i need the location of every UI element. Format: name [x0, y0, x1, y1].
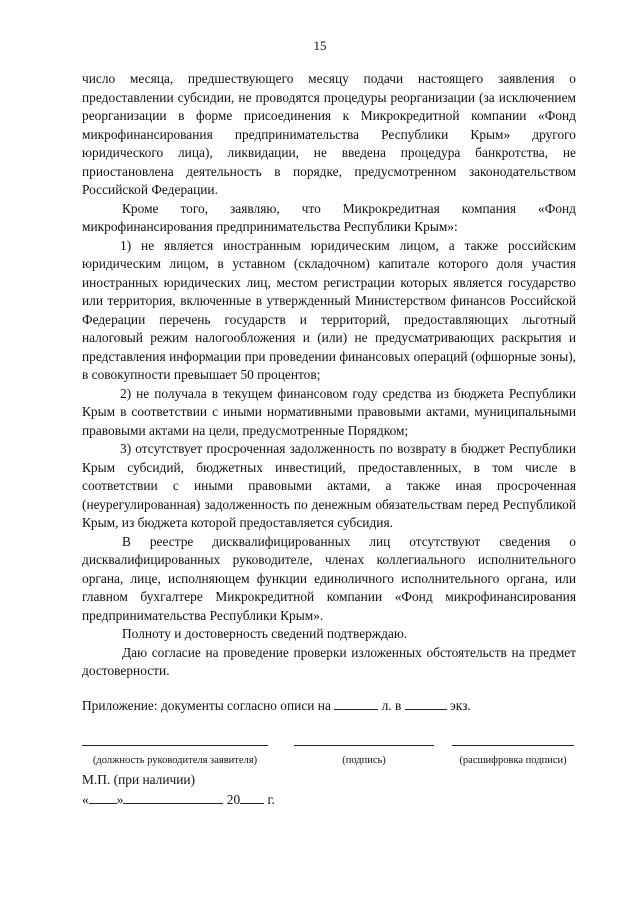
decoding-underline	[452, 745, 574, 746]
paragraph-consent: Даю согласие на проведение проверки изложенных обстоятельств на предмет достоверности.	[82, 644, 576, 678]
date-year-blank[interactable]	[240, 789, 264, 804]
attachment-pages-blank[interactable]	[334, 695, 378, 710]
paragraph-item-2: 2) не получала в текущем финансовом году средства из бюджета Республики Крым в соответствии с иными нормативными правовыми актами, муниципальными правовыми актами на цели, предусмотренные Порядком;	[82, 385, 576, 438]
date-year-prefix: 20	[226, 792, 241, 807]
paragraph-declaration-intro: Кроме того, заявляю, что Микрокредитная компания «Фонд микрофинансирования предпринимательства Республики Крым»:	[82, 200, 576, 234]
signature-decoding-field[interactable]	[452, 745, 574, 785]
position-underline	[82, 745, 268, 746]
paragraph-disqualified-registry: В реестре дисквалифицированных лиц отсутствуют сведения о дисквалифицированных руководителе, членах коллегиального исполнительного органа, лице, исполняющем функции единоличного исполнительного органа, или главном бухгалтере Микрокредитной компании «Фонд микрофинансирования предпринимательства Республики Крым».	[82, 533, 576, 623]
stamp-line: М.П. (при наличии)	[82, 772, 196, 787]
paragraph-reorganization: число месяца, предшествующего месяцу подачи настоящего заявления о предоставлении субсидии, не проводятся процедуры реорганизации (за исключением реорганизации в форме присоединения к Микрокредитной компании «Фонд микрофинансирования предпринимательства Республики Крым» другого юридического лица), ликвидации, не введена процедура банкротства, не приостановлена деятельность в порядке, предусмотренном законодательством Российской Федерации.	[82, 71, 576, 197]
date-day-blank[interactable]	[89, 789, 117, 804]
date-month-blank[interactable]	[123, 789, 223, 804]
date-close-quote: »	[116, 792, 124, 807]
decoding-caption: (расшифровка подписи)	[459, 755, 567, 766]
declaration-body	[82, 70, 576, 715]
signature-sign-field[interactable]	[294, 745, 434, 785]
date-year-suffix: г.	[267, 792, 275, 807]
attachment-line	[82, 695, 576, 716]
signature-underline	[294, 745, 434, 746]
attachment-text-before: Приложение: документы согласно описи на	[82, 697, 331, 713]
paragraph-item-1: 1) не является иностранным юридическим лицом, а также российским юридическим лицом, в уставном (складочном) капитале которого доля участия иностранных юридических лиц, местом регистрации которых является государство или территория, включенные в утвержденный Министерством финансов Российской Федерации перечень государств и территорий, предоставляющих льготный налоговый режим налогообложения и (или) не предусматривающих раскрытия и представления информации при проведении финансовых операций (офшорные зоны), в совокупности превышает 50 процентов;	[82, 237, 576, 382]
position-caption: (должность руководителя заявителя)	[92, 755, 258, 766]
paragraph-confirmation: Полноту и достоверность сведений подтверждаю.	[122, 626, 408, 641]
date-open-quote: «	[82, 792, 89, 807]
attachment-copies-blank[interactable]	[405, 695, 447, 710]
page-number: 15	[313, 38, 327, 53]
signature-caption: (подпись)	[342, 755, 386, 766]
date-line	[82, 789, 275, 809]
attachment-text-middle: л. в	[381, 697, 402, 713]
paragraph-item-3: 3) отсутствует просроченная задолженность по возврату в бюджет Республики Крым субсидий, бюджетных инвестиций, предоставленных, в том числе в соответствии с иными правовыми актами, а также иная просроченная (неурегулированная) задолженность по денежным обязательствам перед Республикой Крым, из бюджета которой предоставляется субсидия.	[82, 441, 576, 530]
attachment-text-after: экз.	[450, 697, 471, 713]
